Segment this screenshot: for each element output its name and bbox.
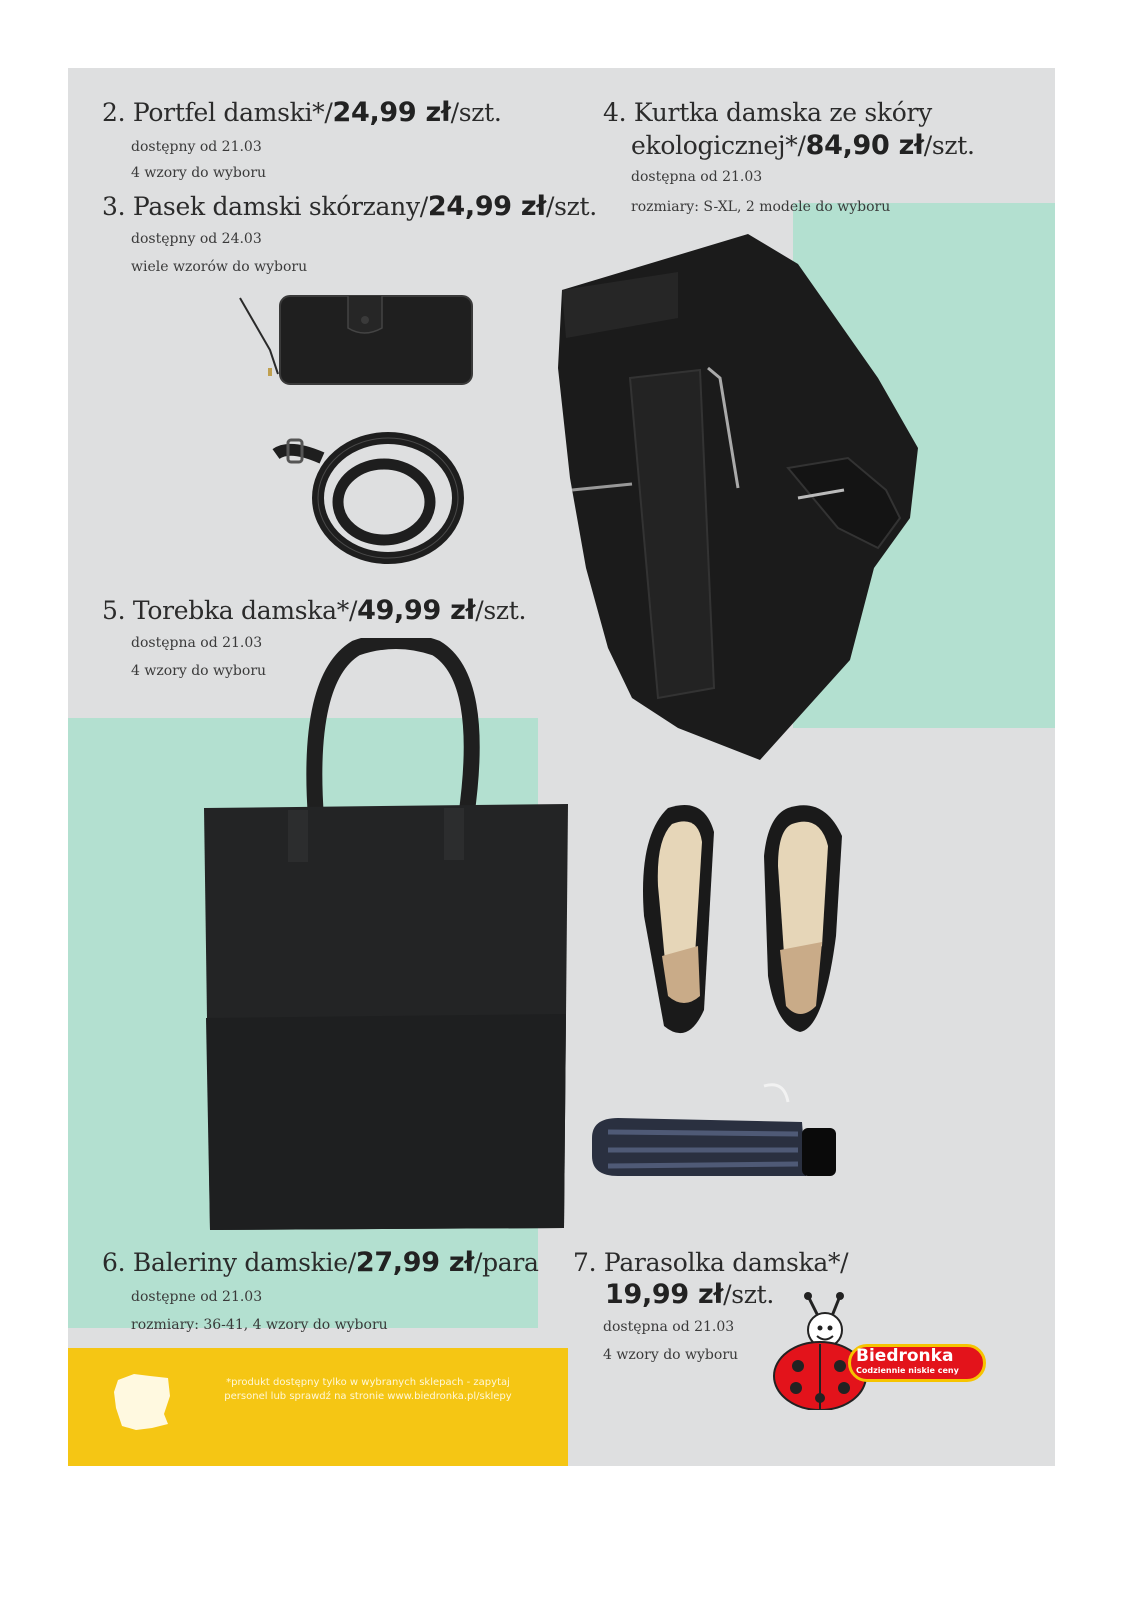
product-title-kurtka-line1: 4. Kurtka damska ze skóry bbox=[603, 98, 933, 127]
availability-note-banner bbox=[68, 1348, 568, 1466]
product-title-kurtka-line2: ekologicznej*/84,90 zł/szt. bbox=[631, 130, 975, 161]
product-title-pasek: 3. Pasek damski skórzany/24,99 zł/szt. bbox=[102, 191, 597, 222]
detail-portfel-variants: 4 wzory do wyboru bbox=[131, 165, 267, 181]
price-portfel: 24,99 zł bbox=[332, 97, 451, 128]
belt-image bbox=[266, 426, 466, 566]
tote-bag-image bbox=[196, 638, 576, 1248]
product-title-parasolka: 7. Parasolka damska*/ bbox=[573, 1248, 849, 1277]
detail-portfel-availability: dostępny od 21.03 bbox=[131, 139, 262, 155]
detail-pasek-availability: dostępny od 24.03 bbox=[131, 231, 262, 247]
detail-torebka-variants: 4 wzory do wyboru bbox=[131, 663, 267, 679]
wallet-image bbox=[236, 290, 476, 390]
footnote-text: *produkt dostępny tylko w wybranych sklepach - zapytaj personel lub sprawdź na stronie www.biedronka.pl/sklepy bbox=[224, 1377, 512, 1402]
price-kurtka: 84,90 zł bbox=[805, 130, 924, 161]
detail-baleriny-availability: dostępne od 21.03 bbox=[131, 1289, 263, 1305]
jacket-image bbox=[548, 228, 938, 768]
detail-kurtka-availability: dostępna od 21.03 bbox=[631, 169, 763, 185]
detail-parasolka-variants: 4 wzory do wyboru bbox=[603, 1347, 739, 1363]
detail-parasolka-availability: dostępna od 21.03 bbox=[603, 1319, 735, 1335]
biedronka-logo bbox=[768, 1290, 988, 1410]
catalog-page bbox=[68, 68, 1055, 1466]
product-title-baleriny: 6. Baleriny damskie/27,99 zł/para bbox=[102, 1247, 539, 1278]
price-pasek: 24,99 zł bbox=[427, 191, 547, 222]
product-price-parasolka: 19,99 zł/szt. bbox=[605, 1279, 775, 1310]
product-title-portfel: 2. Portfel damski*/24,99 zł/szt. bbox=[102, 97, 502, 128]
price-parasolka: 19,99 zł bbox=[605, 1279, 724, 1310]
umbrella-image bbox=[588, 1078, 848, 1188]
detail-pasek-variants: wiele wzorów do wyboru bbox=[131, 259, 308, 275]
price-baleriny: 27,99 zł bbox=[355, 1247, 474, 1278]
detail-torebka-availability: dostępna od 21.03 bbox=[131, 635, 263, 651]
detail-kurtka-sizes: rozmiary: S-XL, 2 modele do wyboru bbox=[631, 199, 891, 215]
brand-name: Biedronka bbox=[856, 1346, 954, 1366]
price-torebka: 49,99 zł bbox=[357, 595, 476, 626]
poland-map-icon bbox=[112, 1368, 174, 1434]
brand-slogan: Codziennie niskie ceny bbox=[856, 1366, 959, 1375]
shoes-image bbox=[628, 796, 868, 1046]
product-title-torebka: 5. Torebka damska*/49,99 zł/szt. bbox=[102, 595, 527, 626]
detail-baleriny-sizes: rozmiary: 36-41, 4 wzory do wyboru bbox=[131, 1317, 388, 1333]
